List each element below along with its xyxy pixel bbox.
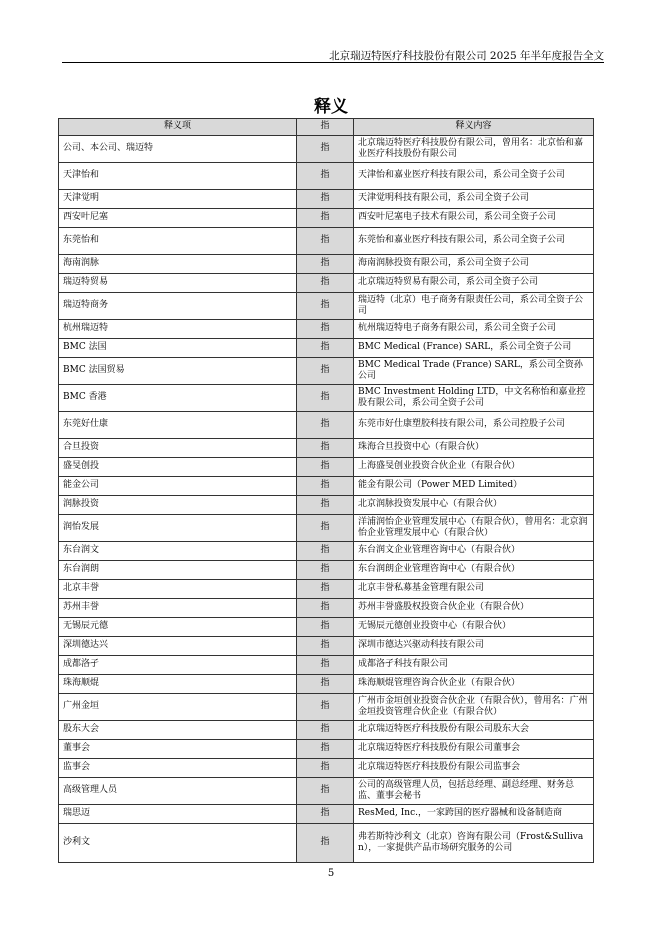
table-row: [59, 515, 594, 542]
term-cell: 海南润脉: [59, 255, 297, 274]
term-cell: BMC 香港: [59, 385, 297, 412]
desc-cell: 苏州丰誉盛股权投资合伙企业（有限合伙）: [354, 599, 594, 618]
table-row: [59, 190, 594, 209]
term-cell: 公司、本公司、瑞迈特: [59, 136, 297, 163]
table-row: [59, 637, 594, 656]
ref-cell: 指: [297, 320, 354, 339]
desc-cell: 珠海合旦投资中心（有限合伙）: [354, 439, 594, 458]
table-row: [59, 675, 594, 694]
ref-cell: 指: [297, 561, 354, 580]
table-row: [59, 255, 594, 274]
table-row: [59, 618, 594, 637]
desc-cell: 天津觉明科技有限公司，系公司全资子公司: [354, 190, 594, 209]
term-cell: 监事会: [59, 759, 297, 778]
ref-cell: 指: [297, 358, 354, 385]
desc-cell: BMC Medical (France) SARL，系公司全资子公司: [354, 339, 594, 358]
ref-cell: 指: [297, 805, 354, 824]
table-row: [59, 228, 594, 255]
ref-cell: 指: [297, 721, 354, 740]
term-cell: 西安叶尼塞: [59, 209, 297, 228]
term-cell: 杭州瑞迈特: [59, 320, 297, 339]
ref-cell: 指: [297, 580, 354, 599]
desc-cell: 东莞市好仕康塑胶科技有限公司，系公司控股子公司: [354, 412, 594, 439]
table-row: [59, 542, 594, 561]
ref-cell: 指: [297, 740, 354, 759]
desc-cell: 洋浦润怡企业管理发展中心（有限合伙），曾用名：北京润怡企业管理发展中心（有限合伙）: [354, 515, 594, 542]
term-cell: 股东大会: [59, 721, 297, 740]
ref-cell: 指: [297, 439, 354, 458]
ref-cell: 指: [297, 293, 354, 320]
term-cell: 瑞思迈: [59, 805, 297, 824]
table-row: [59, 740, 594, 759]
table-row: [59, 209, 594, 228]
column-header-term: 释义项: [59, 119, 297, 136]
term-cell: 董事会: [59, 740, 297, 759]
term-cell: 天津觉明: [59, 190, 297, 209]
table-row: [59, 358, 594, 385]
column-header-ref: 指: [297, 119, 354, 136]
desc-cell: ResMed, Inc.，一家跨国的医疗器械和设备制造商: [354, 805, 594, 824]
desc-cell: 北京瑞迈特贸易有限公司，系公司全资子公司: [354, 274, 594, 293]
section-title: 释义: [314, 97, 348, 117]
ref-cell: 指: [297, 599, 354, 618]
desc-cell: BMC Medical Trade (France) SARL，系公司全资孙公司: [354, 358, 594, 385]
ref-cell: 指: [297, 656, 354, 675]
term-cell: 东莞好仕康: [59, 412, 297, 439]
term-cell: 成都洛孑: [59, 656, 297, 675]
ref-cell: 指: [297, 778, 354, 805]
ref-cell: 指: [297, 412, 354, 439]
table-row: [59, 496, 594, 515]
term-cell: 北京丰誉: [59, 580, 297, 599]
table-row: [59, 439, 594, 458]
ref-cell: 指: [297, 163, 354, 190]
ref-cell: 指: [297, 637, 354, 656]
desc-cell: 无锡辰元德创业投资中心（有限合伙）: [354, 618, 594, 637]
term-cell: 瑞迈特贸易: [59, 274, 297, 293]
term-cell: 盛旻创投: [59, 458, 297, 477]
desc-cell: 西安叶尼塞电子技术有限公司，系公司全资子公司: [354, 209, 594, 228]
table-row: [59, 778, 594, 805]
term-cell: 天津怡和: [59, 163, 297, 190]
term-cell: 无锡辰元德: [59, 618, 297, 637]
desc-cell: 东台润朗企业管理咨询中心（有限合伙）: [354, 561, 594, 580]
definitions-table-body: [59, 136, 594, 863]
table-row: [59, 805, 594, 824]
term-cell: 瑞迈特商务: [59, 293, 297, 320]
desc-cell: 北京瑞迈特医疗科技股份有限公司董事会: [354, 740, 594, 759]
ref-cell: 指: [297, 385, 354, 412]
ref-cell: 指: [297, 542, 354, 561]
ref-cell: 指: [297, 190, 354, 209]
term-cell: 能金公司: [59, 477, 297, 496]
term-cell: 沙利文: [59, 824, 297, 863]
table-row: [59, 339, 594, 358]
ref-cell: 指: [297, 759, 354, 778]
table-row: [59, 274, 594, 293]
table-row: [59, 599, 594, 618]
ref-cell: 指: [297, 339, 354, 358]
desc-cell: 珠海顺焜管理咨询合伙企业（有限合伙）: [354, 675, 594, 694]
desc-cell: 北京瑞迈特医疗科技股份有限公司，曾用名：北京怡和嘉业医疗科技股份有限公司: [354, 136, 594, 163]
term-cell: 东莞怡和: [59, 228, 297, 255]
table-row: [59, 163, 594, 190]
desc-cell: 上海盛旻创业投资合伙企业（有限合伙）: [354, 458, 594, 477]
column-header-desc: 释义内容: [354, 119, 594, 136]
table-row: [59, 561, 594, 580]
table-row: [59, 320, 594, 339]
desc-cell: 北京瑞迈特医疗科技股份有限公司股东大会: [354, 721, 594, 740]
ref-cell: 指: [297, 618, 354, 637]
ref-cell: 指: [297, 458, 354, 477]
term-cell: 广州金垣: [59, 694, 297, 721]
table-row: [59, 824, 594, 863]
ref-cell: 指: [297, 228, 354, 255]
desc-cell: 深圳市德达兴驱动科技有限公司: [354, 637, 594, 656]
desc-cell: 能金有限公司（Power MED Limited）: [354, 477, 594, 496]
table-row: [59, 759, 594, 778]
ref-cell: 指: [297, 496, 354, 515]
ref-cell: 指: [297, 477, 354, 496]
desc-cell: 东莞怡和嘉业医疗科技有限公司，系公司全资子公司: [354, 228, 594, 255]
ref-cell: 指: [297, 209, 354, 228]
table-row: [59, 580, 594, 599]
term-cell: 东台润文: [59, 542, 297, 561]
ref-cell: 指: [297, 824, 354, 863]
desc-cell: 杭州瑞迈特电子商务有限公司，系公司全资子公司: [354, 320, 594, 339]
desc-cell: 瑞迈特（北京）电子商务有限责任公司，系公司全资子公司: [354, 293, 594, 320]
table-row: [59, 136, 594, 163]
definitions-table: [58, 118, 594, 863]
desc-cell: BMC Investment Holding LTD，中文名称怡和嘉业控股有限公司，系公司全资子公司: [354, 385, 594, 412]
table-row: [59, 458, 594, 477]
term-cell: BMC 法国贸易: [59, 358, 297, 385]
header-divider: [62, 62, 604, 63]
table-row: [59, 656, 594, 675]
term-cell: 润怡发展: [59, 515, 297, 542]
table-row: [59, 721, 594, 740]
table-row: [59, 412, 594, 439]
ref-cell: 指: [297, 675, 354, 694]
term-cell: 润脉投资: [59, 496, 297, 515]
table-row: [59, 293, 594, 320]
ref-cell: 指: [297, 515, 354, 542]
desc-cell: 海南润脉投资有限公司，系公司全资子公司: [354, 255, 594, 274]
table-row: [59, 385, 594, 412]
term-cell: 合旦投资: [59, 439, 297, 458]
term-cell: 珠海顺焜: [59, 675, 297, 694]
ref-cell: 指: [297, 274, 354, 293]
table-row: [59, 477, 594, 496]
term-cell: 高级管理人员: [59, 778, 297, 805]
term-cell: 东台润朗: [59, 561, 297, 580]
desc-cell: 北京丰誉私募基金管理有限公司: [354, 580, 594, 599]
ref-cell: 指: [297, 255, 354, 274]
desc-cell: 弗若斯特沙利文（北京）咨询有限公司（Frost&Sullivan），一家提供产品市场研究服务的公司: [354, 824, 594, 863]
desc-cell: 广州市金垣创业投资合伙企业（有限合伙），曾用名：广州金垣投资管理合伙企业（有限合伙）: [354, 694, 594, 721]
term-cell: 苏州丰誉: [59, 599, 297, 618]
ref-cell: 指: [297, 694, 354, 721]
desc-cell: 成都洛孑科技有限公司: [354, 656, 594, 675]
ref-cell: 指: [297, 136, 354, 163]
desc-cell: 北京润脉投资发展中心（有限合伙）: [354, 496, 594, 515]
page-number: 5: [327, 868, 335, 879]
term-cell: 深圳德达兴: [59, 637, 297, 656]
desc-cell: 北京瑞迈特医疗科技股份有限公司监事会: [354, 759, 594, 778]
table-row: [59, 694, 594, 721]
table-header-row: [59, 119, 594, 136]
desc-cell: 公司的高级管理人员，包括总经理、副总经理、财务总监、董事会秘书: [354, 778, 594, 805]
page-header-title: 北京瑞迈特医疗科技股份有限公司 2025 年半年度报告全文: [329, 50, 604, 62]
term-cell: BMC 法国: [59, 339, 297, 358]
desc-cell: 东台润文企业管理咨询中心（有限合伙）: [354, 542, 594, 561]
desc-cell: 天津怡和嘉业医疗科技有限公司，系公司全资子公司: [354, 163, 594, 190]
